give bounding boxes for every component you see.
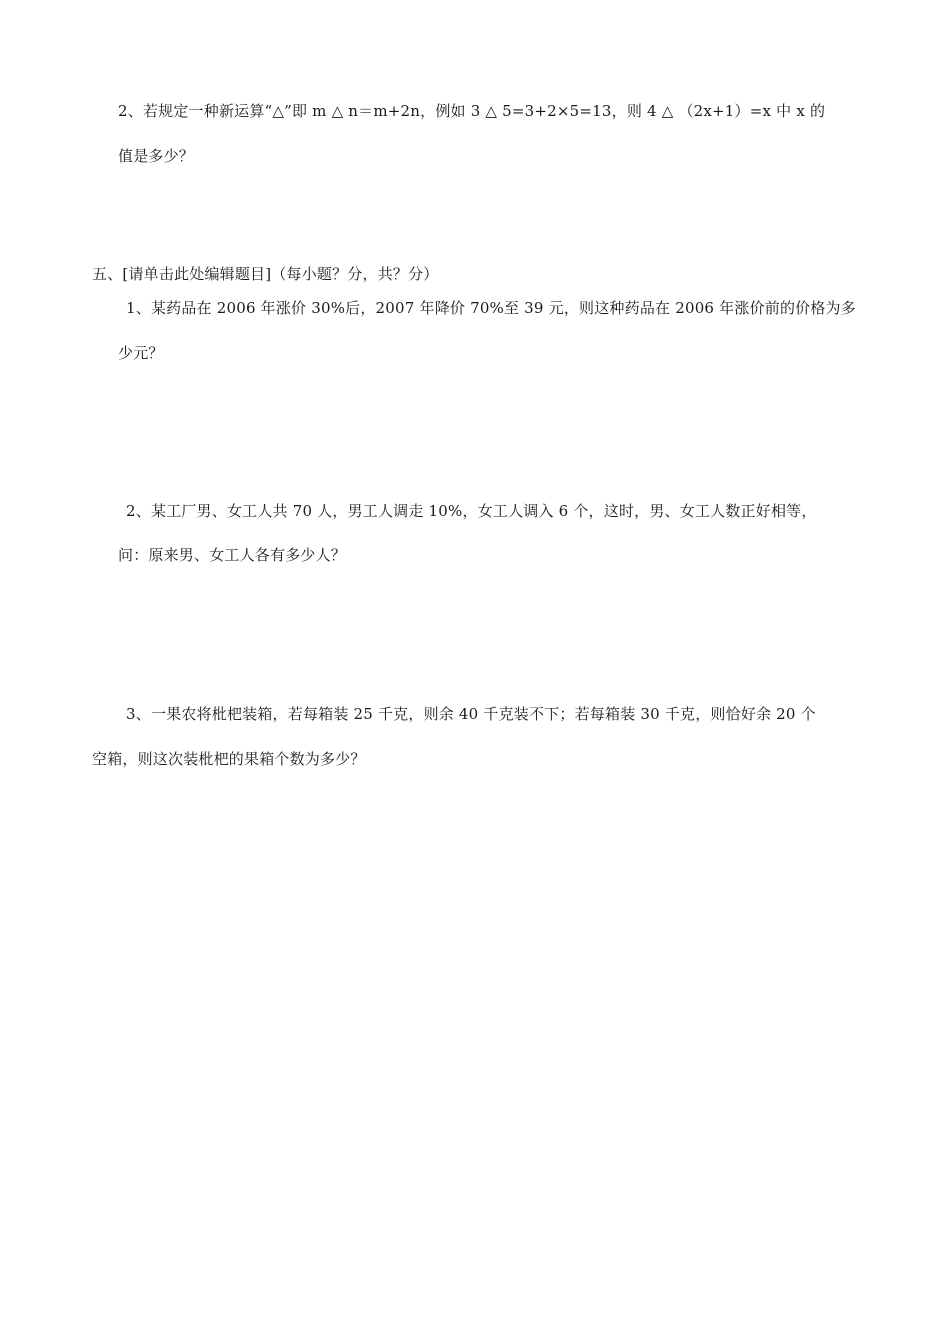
problem-text-line: 问：原来男、女工人各有多少人？ bbox=[118, 546, 347, 564]
problem-text-line: 值是多少？ bbox=[118, 147, 195, 165]
section-heading: 五、[请单击此处编辑题目]（每小题？分，共？分） bbox=[92, 265, 439, 283]
problem-text-line: 3、一果农将枇杷装箱，若每箱装 25 千克，则余 40 千克装不下；若每箱装 30 千克，则恰好余 20 个 bbox=[126, 705, 816, 723]
problem-text-line: 1、某药品在 2006 年涨价 30%后，2007 年降价 70%至 39 元，则这种药品在 2006 年涨价前的价格为多 bbox=[126, 299, 856, 317]
problem-text-line: 2、若规定一种新运算“△”即 m △ n＝m+2n，例如 3 △ 5=3+2×5=13，则 4 △ （2x+1）=x 中 x 的 bbox=[118, 102, 826, 120]
problem-text-line: 少元？ bbox=[118, 344, 164, 362]
problem-text-line: 空箱，则这次装枇杷的果箱个数为多少？ bbox=[92, 750, 366, 768]
problem-text-line: 2、某工厂男、女工人共 70 人，男工人调走 10%，女工人调入 6 个，这时，男、女工人数正好相等， bbox=[126, 502, 817, 520]
